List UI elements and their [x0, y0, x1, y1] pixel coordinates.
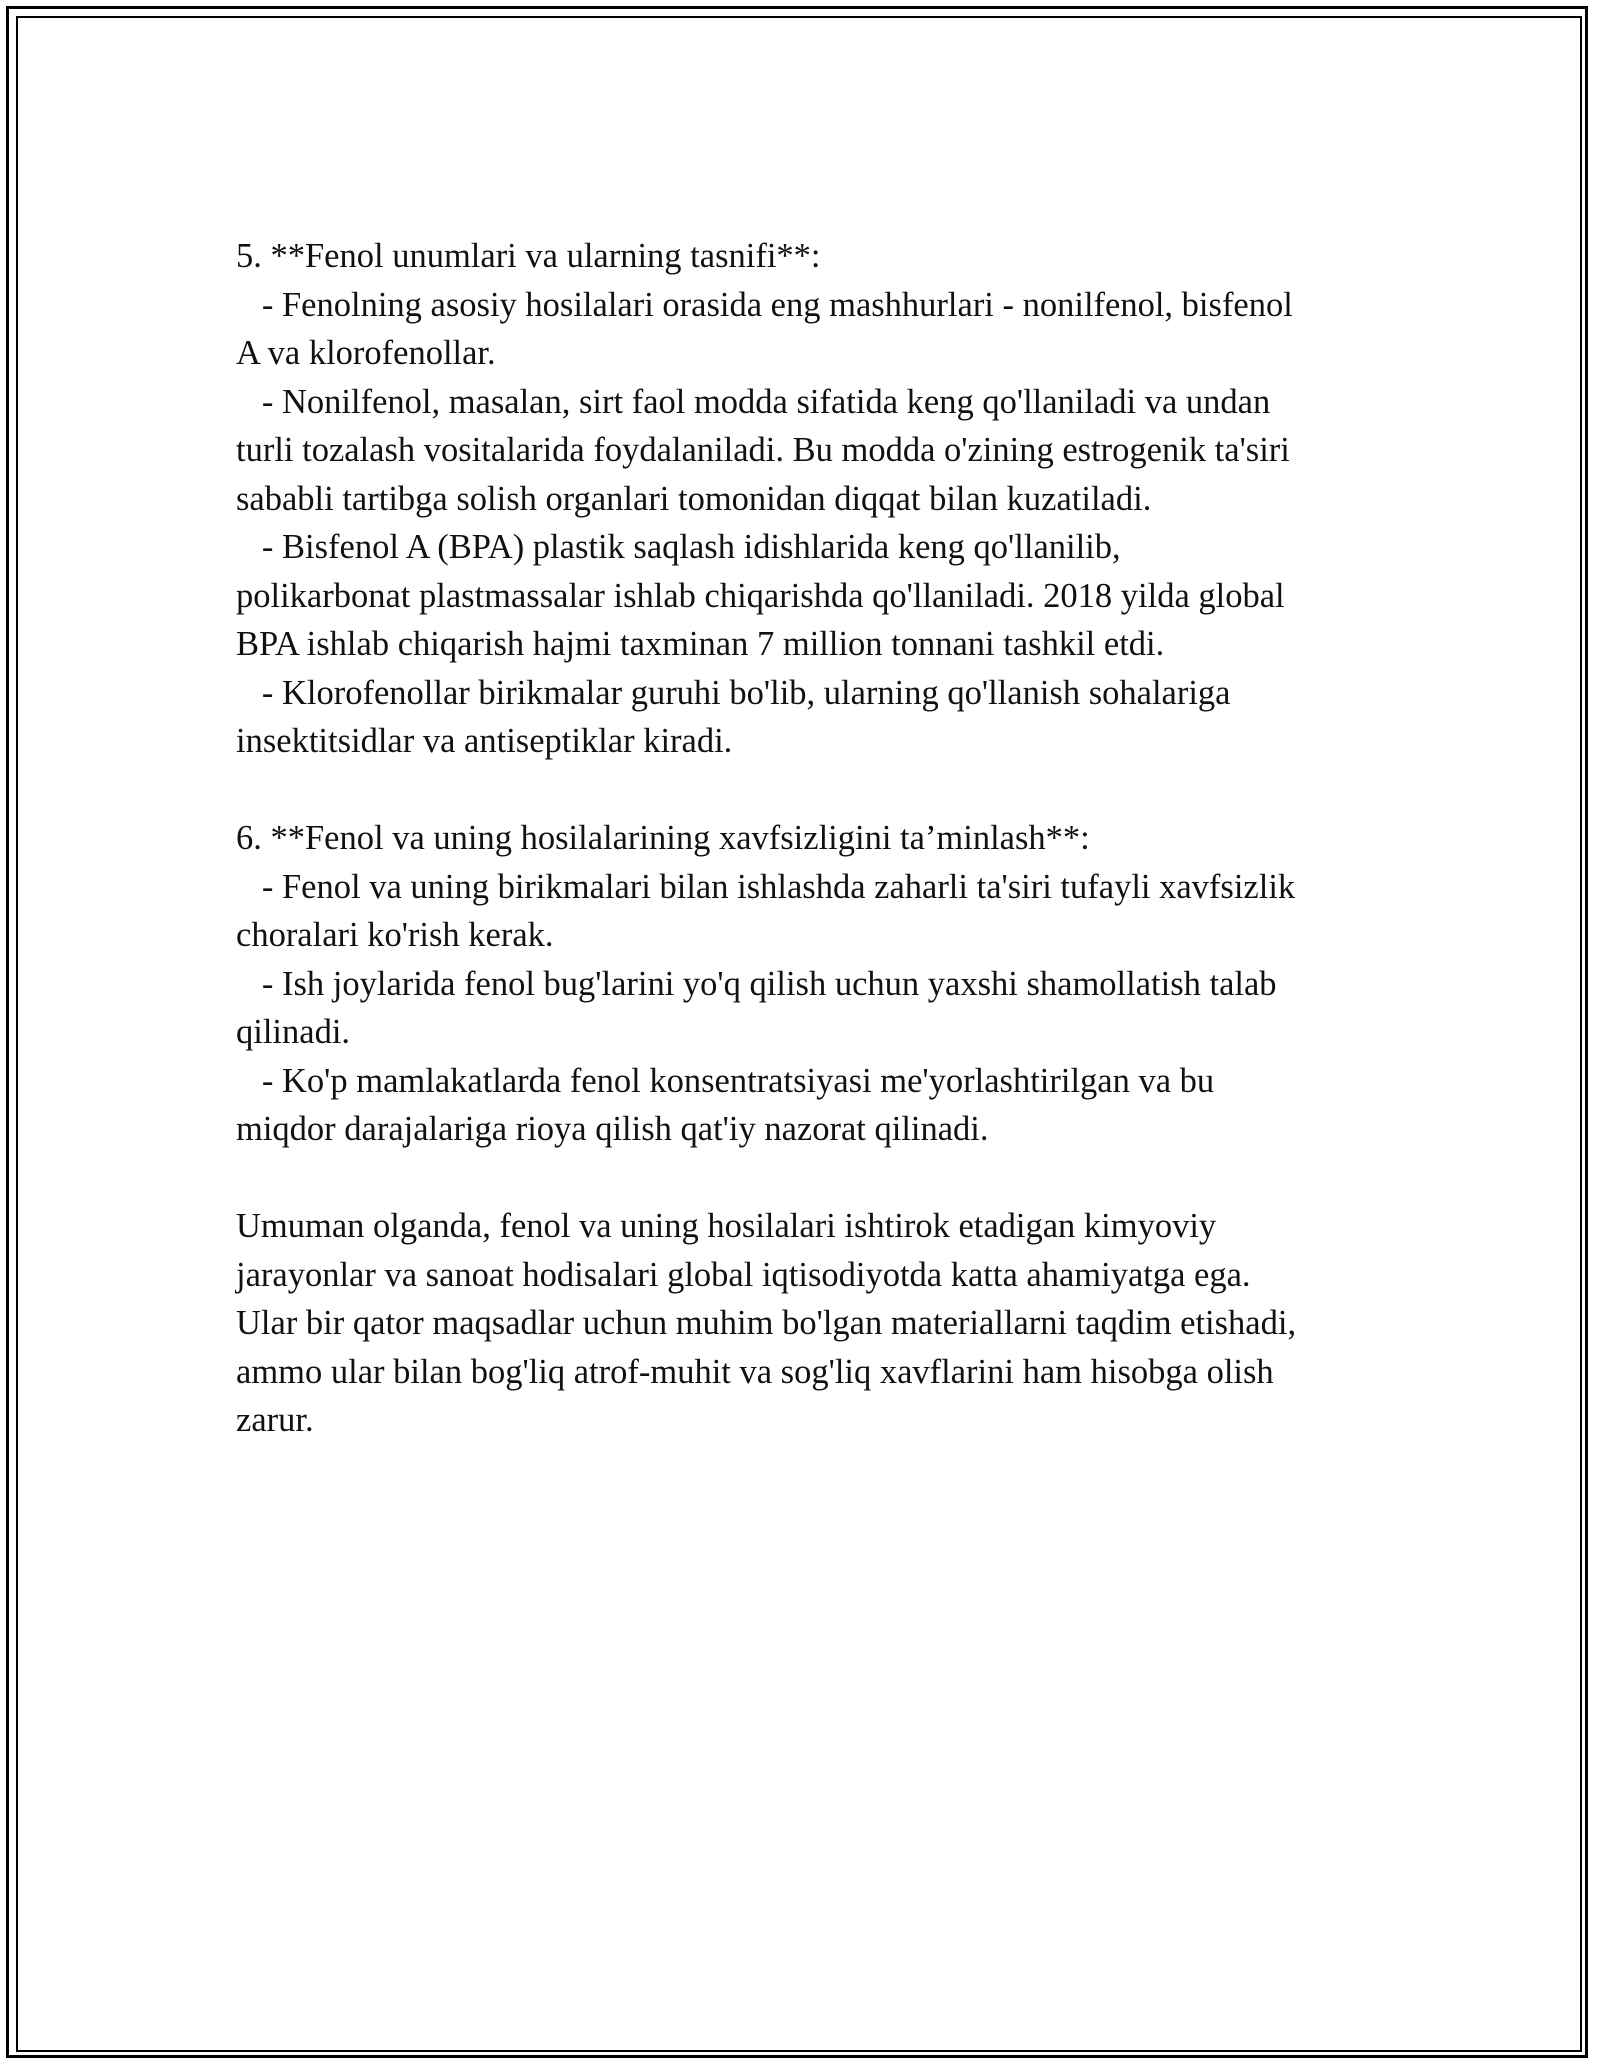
text-line: - Ko'p mamlakatlarda fenol konsentratsiyasi me'yorlashtirilgan va bu — [236, 1061, 1215, 1100]
text-line: polikarbonat plastmassalar ishlab chiqarishda qo'llaniladi. 2018 yilda global — [236, 576, 1285, 615]
blank-line — [236, 1154, 1366, 1203]
blank-line — [236, 766, 1366, 815]
conclusion-line: Umuman olganda, fenol va uning hosilalari ishtirok etadigan kimyoviy — [236, 1207, 1217, 1245]
text-line: choralari ko'rish kerak. — [236, 916, 554, 954]
text-line: - Fenol va uning birikmalari bilan ishlashda zaharli ta'siri tufayli xavfsizlik — [236, 867, 1296, 906]
text-line: turli tozalash vositalarida foydalaniladi. Bu modda o'zining estrogenik ta'siri — [236, 431, 1290, 469]
text-line: sababli tartibga solish organlari tomonidan diqqat bilan kuzatiladi. — [236, 479, 1152, 518]
section-5-heading: 5. **Fenol unumlari va ularning tasnifi**: — [236, 237, 821, 275]
text-line: - Ish joylarida fenol bug'larini yo'q qilish uchun yaxshi shamollatish talab — [236, 964, 1277, 1003]
conclusion-line: zarur. — [236, 1401, 314, 1439]
text-line: - Bisfenol A (BPA) plastik saqlash idishlarida keng qo'llanilib, — [236, 528, 1121, 566]
text-line: A va klorofenollar. — [236, 334, 496, 372]
text-line: - Klorofenollar birikmalar guruhi bo'lib, ularning qo'llanish sohalariga — [236, 673, 1231, 712]
conclusion-line: jarayonlar va sanoat hodisalari global iqtisodiyotda katta ahamiyatga ega. — [236, 1255, 1251, 1294]
conclusion-line: ammo ular bilan bog'liq atrof-muhit va sog'liq xavflarini ham hisobga olish — [236, 1352, 1274, 1391]
conclusion-line: Ular bir qator maqsadlar uchun muhim bo'lgan materiallarni taqdim etishadi, — [236, 1304, 1297, 1342]
document-body — [236, 232, 1366, 1445]
text-line: BPA ishlab chiqarish hajmi taxminan 7 million tonnani tashkil etdi. — [236, 625, 1165, 663]
text-line: miqdor darajalariga rioya qilish qat'iy nazorat qilinadi. — [236, 1110, 989, 1148]
section-6-heading: 6. **Fenol va uning hosilalarining xavfsizligini ta’minlash**: — [236, 819, 1090, 857]
text-line: insektitsidlar va antiseptiklar kiradi. — [236, 722, 733, 760]
text-line: qilinadi. — [236, 1013, 351, 1051]
text-line: - Fenolning asosiy hosilalari orasida eng mashhurlari - nonilfenol, bisfenol — [236, 285, 1293, 324]
text-line: - Nonilfenol, masalan, sirt faol modda sifatida keng qo'llaniladi va undan — [236, 382, 1271, 421]
